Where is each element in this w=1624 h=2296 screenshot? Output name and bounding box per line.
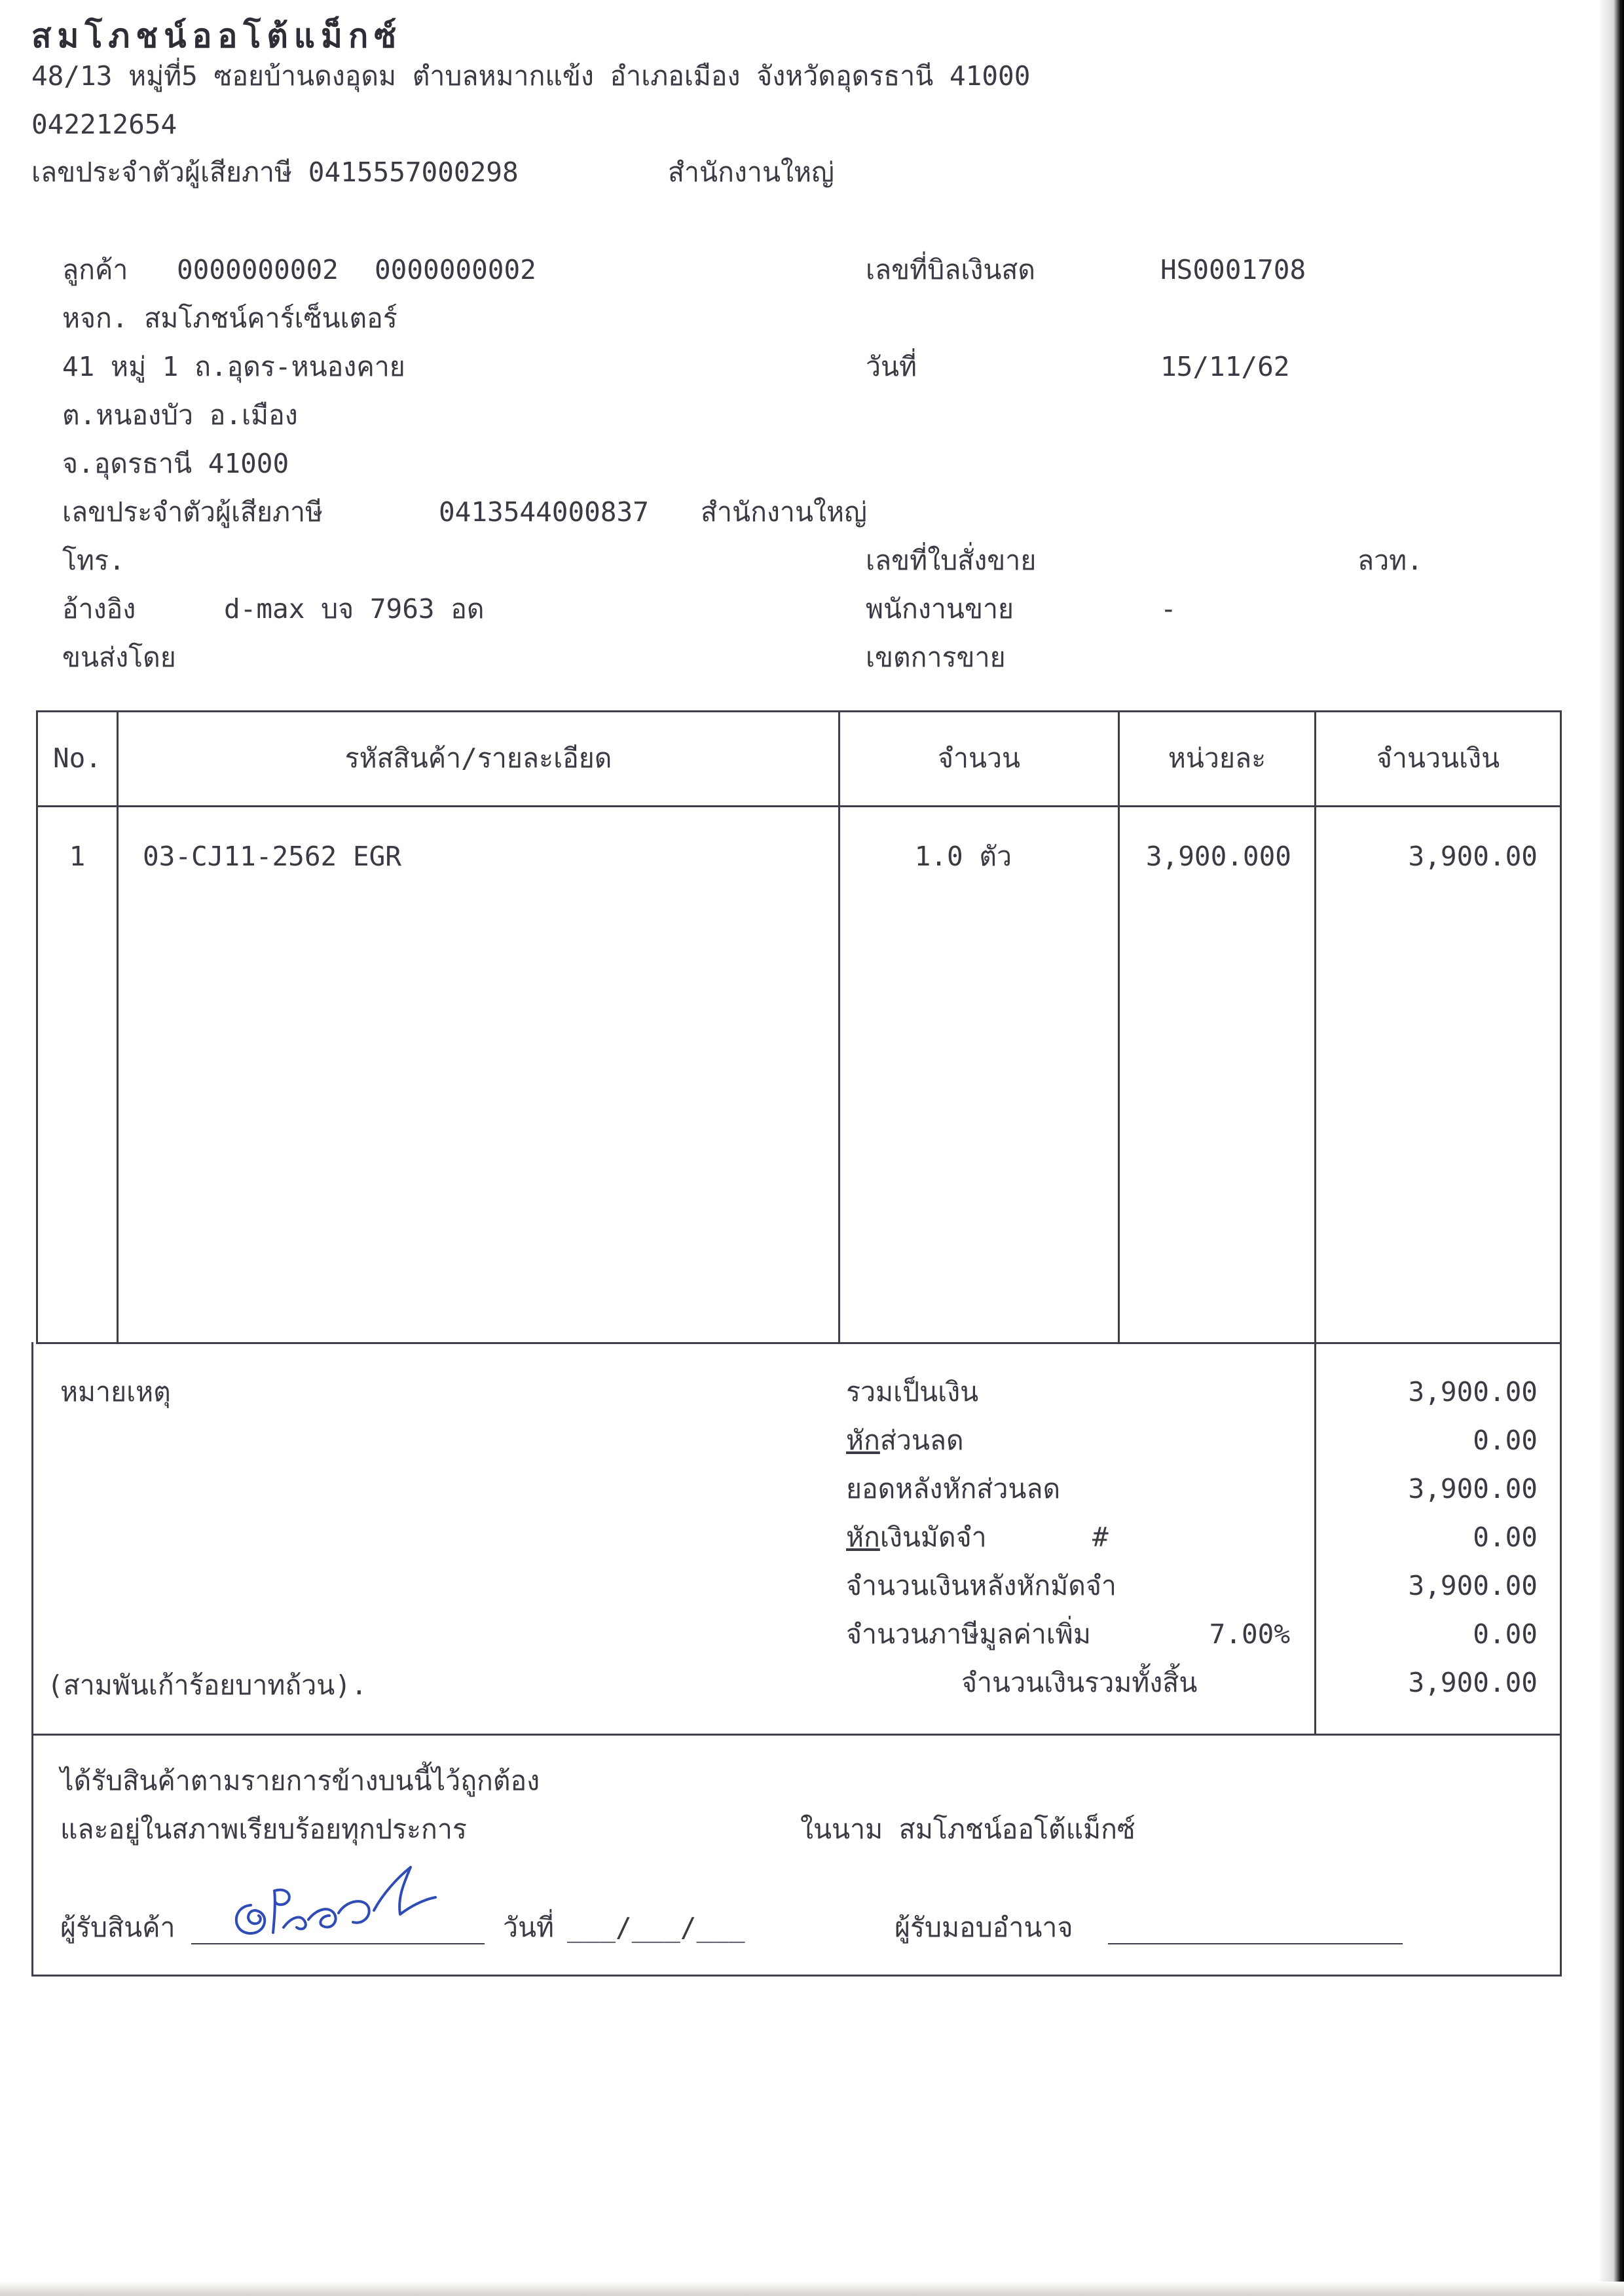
deposit-deduct-word: หัก bbox=[846, 1522, 880, 1553]
summary-bottom bbox=[31, 1734, 1562, 1736]
receipt-statement-2: และอยู่ในสภาพเรียบร้อยทุกประการ bbox=[60, 1813, 467, 1845]
table-border-top bbox=[36, 710, 1562, 712]
summary-border-left bbox=[31, 1342, 33, 1977]
authorized-label: ผู้รับมอบอำนาจ bbox=[895, 1912, 1073, 1943]
company-name: สมโภชน์ออโต้แม็กซ์ bbox=[31, 17, 403, 55]
reference-value: d-max บจ 7963 อด bbox=[224, 593, 485, 625]
after-discount-label: ยอดหลังหักส่วนลด bbox=[846, 1473, 1061, 1504]
customer-branch: สำนักงานใหญ่ bbox=[701, 496, 867, 528]
receipt-date-label: วันที่ bbox=[503, 1912, 555, 1943]
row-unit-price: 3,900.000 bbox=[1145, 841, 1291, 872]
bill-number-label: เลขที่บิลเงินสด bbox=[866, 254, 1036, 285]
header-unit-price: หน่วยละ bbox=[1168, 742, 1266, 774]
receiver-label: ผู้รับสินค้า bbox=[60, 1912, 175, 1943]
discount-word: ส่วนลด bbox=[879, 1425, 964, 1456]
bill-date-label: วันที่ bbox=[866, 351, 917, 382]
vat-rate: 7.00% bbox=[1209, 1618, 1290, 1650]
table-body-bottom bbox=[36, 1342, 1562, 1344]
deposit-word: เงินมัดจำ bbox=[879, 1522, 987, 1553]
customer-tel-label: โทร. bbox=[62, 545, 125, 576]
grand-total-value: 3,900.00 bbox=[1408, 1667, 1538, 1698]
remark-label: หมายเหตุ bbox=[60, 1376, 171, 1408]
shipping-label: ขนส่งโดย bbox=[62, 642, 176, 673]
company-address: 48/13 หมู่ที่5 ซอยบ้านดงอุดม ตำบลหมากแข้ง อำเภอเมือง จังหวัดอุดรธานี 41000 bbox=[31, 60, 1031, 92]
receipt-bottom bbox=[31, 1975, 1562, 1977]
customer-address-3: จ.อุดรธานี 41000 bbox=[62, 448, 289, 479]
receiver-signature bbox=[219, 1859, 481, 1944]
deposit-ref-mark: # bbox=[1092, 1522, 1109, 1553]
table-border-left bbox=[36, 710, 38, 1344]
discount-label bbox=[846, 1427, 964, 1454]
on-behalf-of: ในนาม สมโภชน์ออโต้แม็กซ์ bbox=[800, 1813, 1135, 1845]
after-deposit-label: จำนวนเงินหลังหักมัดจำ bbox=[846, 1570, 1116, 1601]
table-header-rule bbox=[36, 805, 1562, 807]
row-quantity: 1.0 ตัว bbox=[914, 841, 1012, 872]
discount-deduct-word: หัก bbox=[846, 1425, 880, 1456]
scan-bottom-strip bbox=[0, 2282, 1624, 2296]
customer-label: ลูกค้า bbox=[62, 254, 128, 285]
table-border-right bbox=[1560, 710, 1562, 1977]
company-tax-id: เลขประจำตัวผู้เสียภาษี 0415557000298 bbox=[31, 156, 519, 188]
deposit-label bbox=[846, 1524, 987, 1551]
header-no: No. bbox=[52, 742, 102, 774]
col-divider-desc bbox=[838, 710, 840, 1344]
deposit-value: 0.00 bbox=[1473, 1522, 1538, 1553]
customer-code: 0000000002 bbox=[177, 254, 339, 285]
row-amount: 3,900.00 bbox=[1408, 841, 1538, 872]
grand-total-label: จำนวนเงินรวมทั้งสิ้น bbox=[961, 1667, 1198, 1698]
sales-order-suffix: ลวท. bbox=[1357, 545, 1423, 576]
header-quantity: จำนวน bbox=[937, 742, 1021, 774]
bill-number: HS0001708 bbox=[1160, 254, 1306, 285]
row-description: 03-CJ11-2562 EGR bbox=[143, 841, 401, 872]
customer-code-2: 0000000002 bbox=[375, 254, 536, 285]
customer-address-2: ต.หนองบัว อ.เมือง bbox=[62, 399, 298, 431]
after-deposit-value: 3,900.00 bbox=[1408, 1570, 1538, 1601]
receipt-date-blank: ___/___/___ bbox=[567, 1912, 745, 1943]
salesperson-value: - bbox=[1160, 593, 1177, 625]
customer-tax-label: เลขประจำตัวผู้เสียภาษี bbox=[62, 496, 323, 528]
after-discount-value: 3,900.00 bbox=[1408, 1473, 1538, 1504]
sales-area-label: เขตการขาย bbox=[866, 642, 1006, 673]
col-divider-no bbox=[117, 710, 119, 1344]
col-divider-qty bbox=[1118, 710, 1120, 1344]
header-amount: จำนวนเงิน bbox=[1376, 742, 1500, 774]
scan-edge-shadow bbox=[1598, 0, 1624, 2296]
bill-date: 15/11/62 bbox=[1160, 351, 1290, 382]
company-branch: สำนักงานใหญ่ bbox=[668, 156, 834, 188]
vat-label: จำนวนภาษีมูลค่าเพิ่ม bbox=[846, 1618, 1091, 1650]
header-description: รหัสสินค้า/รายละเอียด bbox=[344, 742, 612, 774]
subtotal-value: 3,900.00 bbox=[1408, 1376, 1538, 1408]
salesperson-label: พนักงานขาย bbox=[866, 593, 1014, 625]
discount-value: 0.00 bbox=[1473, 1425, 1538, 1456]
company-phone: 042212654 bbox=[31, 109, 177, 140]
authorized-signature-line bbox=[1108, 1943, 1403, 1944]
customer-name: หจก. สมโภชน์คาร์เซ็นเตอร์ bbox=[62, 302, 397, 334]
amount-in-words: (สามพันเก้าร้อยบาทถ้วน). bbox=[47, 1669, 367, 1701]
customer-tax-id: 0413544000837 bbox=[439, 496, 649, 528]
row-no: 1 bbox=[69, 841, 86, 872]
sales-order-label: เลขที่ใบสั่งขาย bbox=[866, 545, 1037, 576]
subtotal-label: รวมเป็นเงิน bbox=[846, 1376, 979, 1408]
reference-label: อ้างอิง bbox=[62, 593, 136, 625]
receipt-statement-1: ได้รับสินค้าตามรายการข้างบนนี้ไว้ถูกต้อง bbox=[60, 1765, 540, 1796]
customer-address-1: 41 หมู่ 1 ถ.อุดร-หนองคาย bbox=[62, 351, 405, 382]
vat-value: 0.00 bbox=[1473, 1618, 1538, 1650]
